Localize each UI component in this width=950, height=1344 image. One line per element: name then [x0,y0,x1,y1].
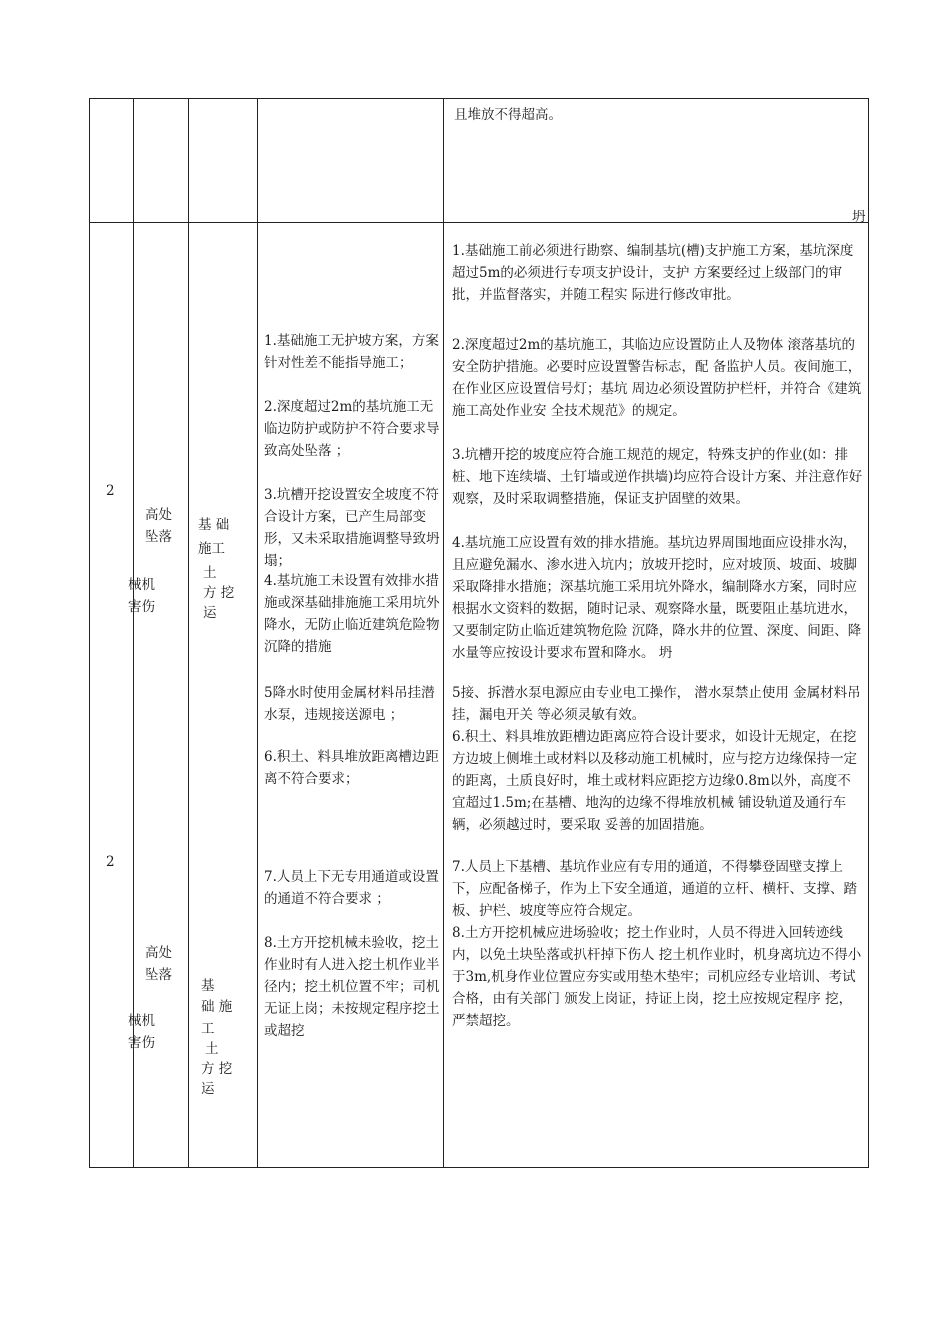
hazard-cause-item: 5降水时使用金属材料吊挂潜水泵，违规接送源电 ； [264,685,435,723]
hazard-type-label: 高处 [145,945,172,961]
col-divider-2 [188,98,189,1168]
hazard-cause-item: 6.积土、料具堆放距离槽边距离不符合要求； [264,749,439,787]
row-divider [89,222,869,223]
hazard-cause-item: 3.坑槽开挖设置安全坡度不符合设计方案，已产生局部变形，又未采取措施调整导致坍塌； [264,487,440,569]
hazard-cause-item: 8.土方开挖机械未验收，挖土作业时有人进入挖土机作业半径内；挖土机位置不牢；司机无证上岗；未按规定程序挖土或超挖 [264,935,440,1039]
work-activity-label: 基 础 [198,517,230,533]
hazard-type-label: 坠落 [145,967,172,983]
col-divider-1 [133,98,134,1168]
hazard-cause-item: 2.深度超过2m的基坑施工无临边防护或防护不符合要求导致高处坠落 ； [264,399,440,459]
control-measure-item: 5接、拆潜水泵电源应由专业电工操作， 潜水泵禁止使用 金属材料吊挂，漏电开关 等必须灵敏有效。 [452,685,861,723]
col-divider-3 [257,98,258,1168]
hazard-type-label: 械机 [128,577,155,593]
work-activity-label: 施工 [198,541,225,557]
hazard-cause-item: 7.人员上下无专用通道或设置的通道不符合要求 ； [264,869,439,907]
sequence-number: 2 [106,483,115,499]
control-measure-item: 2.深度超过2m的基坑施工，其临边应设置防止人及物体 滚落基坑的安全防护措施。必要时应设置警告标志，配 备监护人员。夜间施工，在作业区应设置信号灯；基坑 周边必须设置防护栏杆，并符合《建筑施工高处作业安 全技术规范》的规定。 [452,337,862,419]
control-measure-item: 6.积土、料具堆放距槽边距离应符合设计要求，如设计无规定，在挖方边坡上侧堆土或材料以及移动施工机械时，应与挖方边缘保持一定的距离，土质良好时，堆土或材料应距挖方边缘0.8m以外，高度不宜超过1.5m;在基槽、地沟的边缘不得堆放机械 铺设轨道及通行车辆，必须越过时，要采取 妥善的加固措施。 [452,729,857,833]
hazard-type-label: 械机 [128,1013,155,1029]
edge-char: 坍 [852,209,866,225]
control-measure-item: 3.坑槽开挖的坡度应符合施工规范的规定，特殊支护的作业(如：排桩、地下连续墙、土钉墙或逆作拱墙)均应符合设计方案、并注意作好观察，及时采取调整措施，保证支护固壁的效果。 [452,447,863,507]
hazard-cause-item: 1.基础施工无护坡方案，方案针对性差不能指导施工； [264,333,439,371]
hazard-type-label: 害伤 [128,1035,155,1051]
work-activity-label: 土 [205,1041,219,1057]
hazard-type-label: 坠落 [145,529,172,545]
work-activity-label: 础 施 [201,999,233,1015]
col-divider-4 [443,98,444,1168]
work-activity-label: 基 [201,978,215,994]
work-activity-label: 方 挖 [201,1061,233,1077]
measures-tail-text: 且堆放不得超高。 [454,107,562,123]
work-activity-label: 土 [203,565,217,581]
control-measure-item: 8.土方开挖机械应进场验收；挖土作业时，人员不得进入回转迹线内，以免土块坠落或扒杆掉下伤人 挖土机作业时，机身离坑边不得小于3m,机身作业位置应夯实或用垫木垫牢；司机应经专业培训、考试合格，由有关部门 颁发上岗证，持证上岗，挖土应按规定程序 挖，严禁超挖。 [452,925,862,1029]
control-measure-item: 4.基坑施工应设置有效的排水措施。基坑边界周围地面应设排水沟，且应避免漏水、渗水进入坑内；放坡开挖时，应对坡顶、坡面、坡脚采取降排水措施；深基坑施工采用坑外降水，编制降水方案，同时应根据水文资料的数据，随时记录、观察降水量，既要阻止基坑进水，又要制定防止临近建筑物危险 沉降，降水井的位置、深度、间距、降水量等应按设计要求布置和降水。 坍 [452,535,862,661]
work-activity-label: 方 挖 [203,585,235,601]
hazard-cause-item: 4.基坑施工未设置有效排水措施或深基础排施施工采用坑外降水，无防止临近建筑危险物 沉降的措施 [264,573,440,655]
control-measure-item: 7.人员上下基槽、基坑作业应有专用的通道，不得攀登固壁支撑上下，应配备梯子，作为上下安全通道，通道的立杆、横杆、支撑、踏板、护栏、坡度等应符合规定。 [452,859,857,919]
hazard-type-label: 害伤 [128,599,155,615]
control-measure-item: 1.基础施工前必须进行勘察、编制基坑(槽)支护施工方案，基坑深度超过5m的必须进行专项支护设计，支护 方案要经过上级部门的审批，并监督落实，并随工程实 际进行修改审批。 [452,243,854,303]
work-activity-label: 运 [203,605,217,621]
work-activity-label: 运 [201,1081,215,1097]
sequence-number: 2 [106,854,115,870]
work-activity-label: 工 [201,1021,215,1037]
hazard-type-label: 高处 [145,507,172,523]
